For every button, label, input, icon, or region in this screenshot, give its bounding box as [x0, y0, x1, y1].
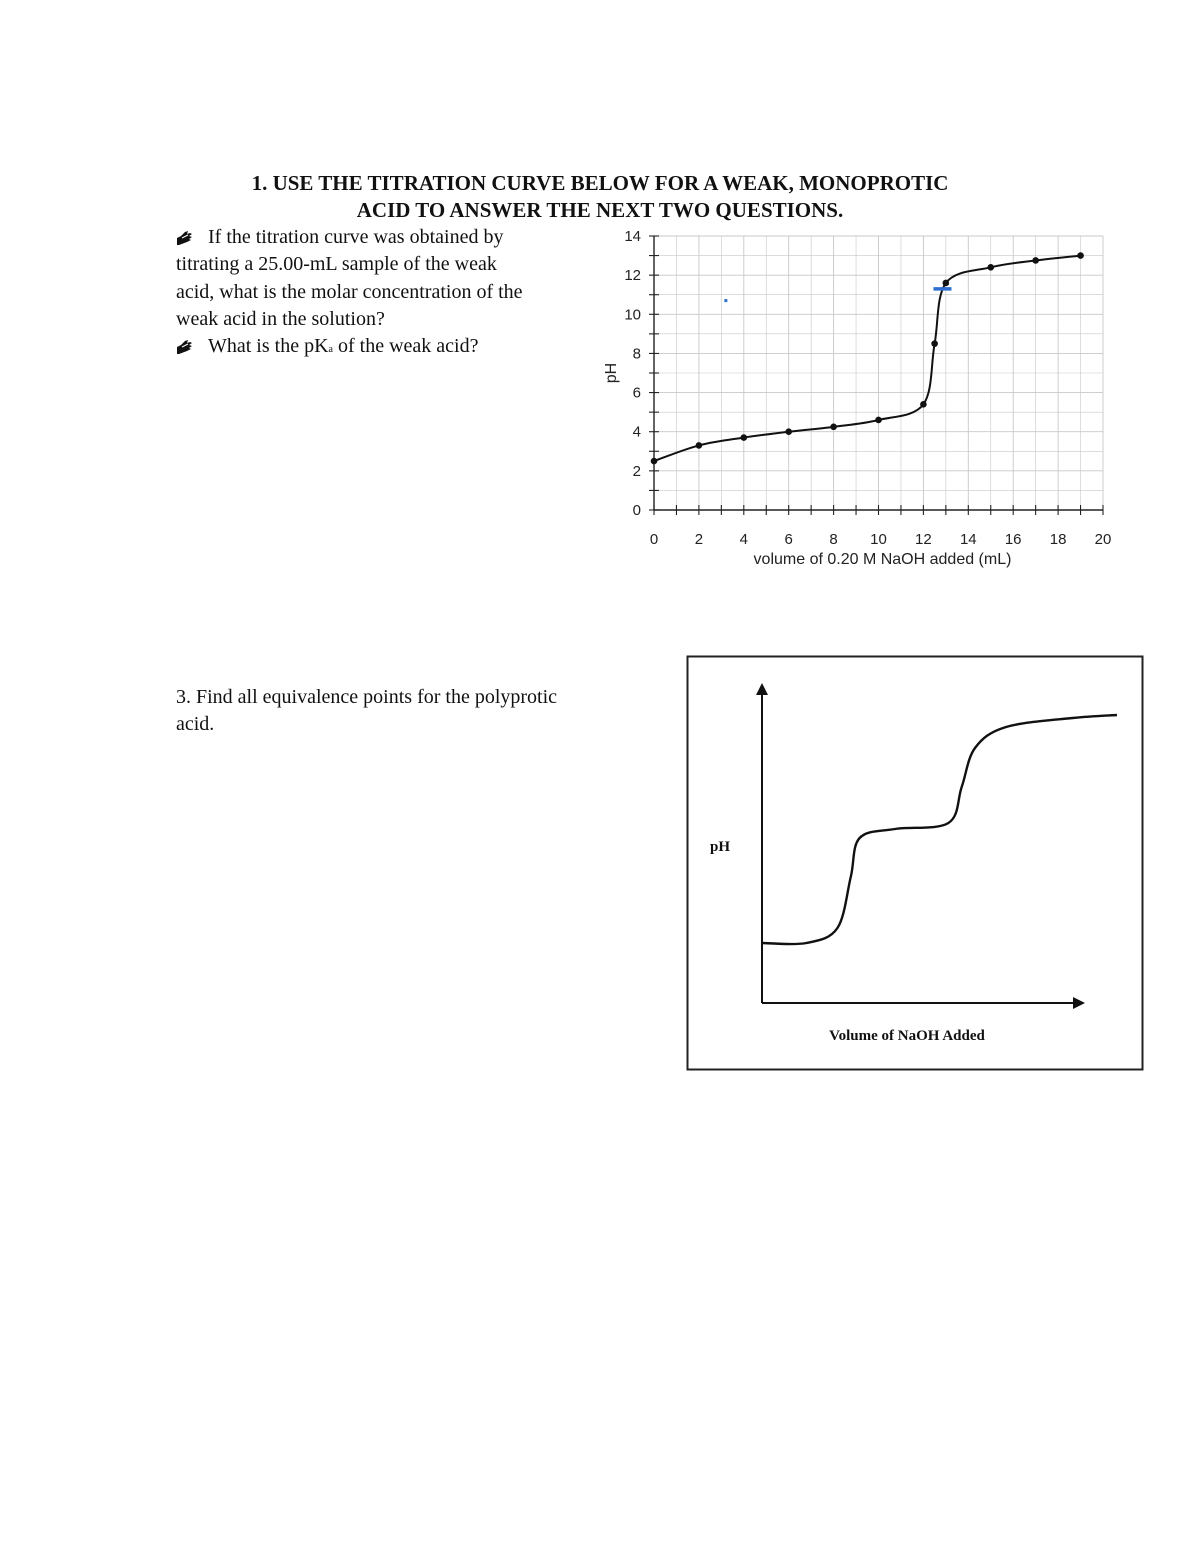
polyprotic-curve-chart — [686, 655, 1144, 1072]
data-point — [696, 442, 703, 449]
x-tick-label: 10 — [870, 531, 887, 548]
heading-line-2: ACID TO ANSWER THE NEXT TWO QUESTIONS. — [356, 198, 844, 222]
annotation-dot — [724, 299, 727, 302]
data-point — [741, 434, 748, 441]
question-2-text-after: of the weak acid? — [332, 335, 479, 358]
data-point — [875, 417, 882, 424]
x-tick-label: 16 — [1004, 531, 1022, 548]
titration-curve-chart — [600, 222, 1120, 574]
data-point — [943, 280, 950, 287]
question-1-text-line-3: acid, what is the molar concentration of the — [176, 280, 523, 303]
grid — [654, 236, 1103, 510]
data-point — [1077, 252, 1084, 259]
x-tick-label: 14 — [959, 531, 977, 548]
question-2-text-before: What is the pK — [208, 335, 329, 358]
x-axis-label: Volume of NaOH Added — [829, 1028, 985, 1044]
y-axis-arrow-icon — [756, 683, 768, 695]
data-point — [830, 424, 837, 431]
polyprotic-curve-line — [762, 715, 1117, 944]
titration-curve-line — [654, 256, 1081, 461]
x-tick-label: 4 — [739, 531, 748, 548]
y-tick-label: 14 — [624, 228, 641, 245]
y-tick-label: 0 — [632, 502, 641, 519]
data-point — [920, 401, 927, 408]
y-axis-label: pH — [603, 362, 620, 384]
y-tick-label: 6 — [632, 384, 641, 402]
question-3-block — [176, 684, 646, 739]
x-tick-label: 2 — [694, 531, 704, 548]
data-point — [785, 428, 792, 435]
question-1-text-line-4: weak acid in the solution? — [176, 307, 385, 330]
data-point — [987, 264, 994, 271]
y-tick-label: 8 — [632, 345, 641, 363]
question-3-line-1: 3. Find all equivalence points for the polyprotic — [176, 686, 558, 708]
question-3-line-2: acid. — [176, 713, 215, 736]
pencil-hand-icon — [176, 230, 192, 244]
question-2-subscript: a — [328, 344, 333, 356]
data-point — [651, 458, 658, 465]
pencil-hand-icon — [176, 339, 192, 353]
y-tick-label: 4 — [632, 423, 641, 441]
question-2-line — [176, 333, 596, 363]
x-tick-label: 18 — [1049, 531, 1067, 548]
y-tick-label: 2 — [632, 462, 641, 480]
x-tick-label: 0 — [649, 531, 659, 548]
y-axis-label: pH — [709, 839, 731, 855]
question-1-text-line-2: titrating a 25.00-mL sample of the weak — [176, 253, 497, 276]
x-tick-label: 20 — [1094, 531, 1112, 548]
x-axis-arrow-icon — [1073, 997, 1085, 1009]
data-point — [931, 340, 938, 347]
heading-line-1: 1. USE THE TITRATION CURVE BELOW FOR A WEAK, MONOPROTIC — [251, 171, 949, 195]
x-axis-label: volume of 0.20 M NaOH added (mL) — [753, 551, 1012, 568]
x-tick-label: 12 — [915, 531, 932, 548]
data-point — [1032, 257, 1039, 264]
question-1-text-line-1: If the titration curve was obtained by — [208, 226, 504, 248]
x-tick-label: 8 — [829, 531, 838, 548]
question-1-line-1 — [176, 224, 596, 251]
x-tick-label: 6 — [784, 531, 793, 548]
y-tick-label: 12 — [624, 267, 641, 285]
y-tick-label: 10 — [624, 306, 641, 324]
questions-block — [176, 224, 596, 363]
